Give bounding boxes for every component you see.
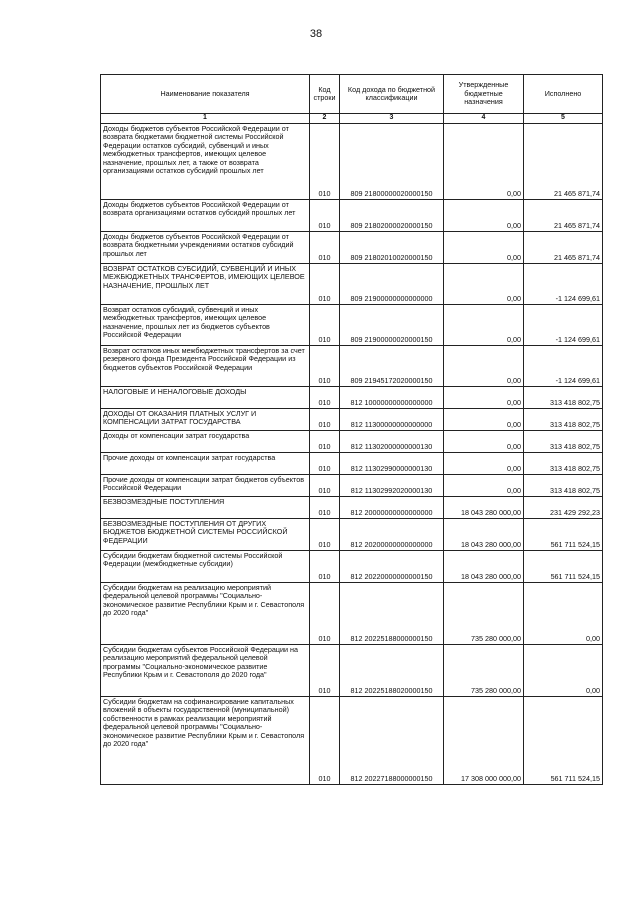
row-code: 010	[310, 387, 340, 409]
table-row	[101, 387, 603, 409]
row-executed: 21 465 871,74	[524, 200, 603, 232]
row-classif: 812 11300000000000000	[340, 409, 444, 431]
row-executed: -1 124 699,61	[524, 346, 603, 387]
row-code: 010	[310, 305, 340, 346]
row-name: ДОХОДЫ ОТ ОКАЗАНИЯ ПЛАТНЫХ УСЛУГ И КОМПЕНСАЦИИ ЗАТРАТ ГОСУДАРСТВА	[101, 409, 310, 431]
row-approved: 0,00	[444, 264, 524, 305]
row-classif: 809 21802000020000150	[340, 200, 444, 232]
row-approved: 18 043 280 000,00	[444, 551, 524, 583]
row-name: Доходы бюджетов субъектов Российской Федерации от возврата бюджетными учреждениями остатков субсидий прошлых лет	[101, 232, 310, 264]
budget-report-table	[100, 74, 603, 785]
row-code: 010	[310, 475, 340, 497]
row-code: 010	[310, 431, 340, 453]
row-code: 010	[310, 697, 340, 785]
table-row	[101, 124, 603, 200]
row-approved: 0,00	[444, 431, 524, 453]
row-name: Доходы бюджетов субъектов Российской Федерации от возврата бюджетами бюджетной системы Российской Федерации остатков субсидий, субвенций и иных межбюджетных трансфертов, имеющих целевое назначение, прошлых лет, а также от возврата организациями остатков субсидий прошлых лет	[101, 124, 310, 200]
row-approved: 0,00	[444, 305, 524, 346]
col-number: 5	[524, 114, 603, 124]
row-classif: 809 21800000020000150	[340, 124, 444, 200]
row-classif: 809 21802010020000150	[340, 232, 444, 264]
row-approved: 0,00	[444, 475, 524, 497]
table-row	[101, 305, 603, 346]
row-executed: 231 429 292,23	[524, 497, 603, 519]
table-row	[101, 519, 603, 551]
row-executed: 561 711 524,15	[524, 551, 603, 583]
row-code: 010	[310, 453, 340, 475]
table-row	[101, 453, 603, 475]
row-classif: 812 20227188000000150	[340, 697, 444, 785]
table-row	[101, 583, 603, 645]
row-classif: 812 20225188000000150	[340, 583, 444, 645]
row-name: Субсидии бюджетам на реализацию мероприятий федеральной целевой программы "Социально-экономическое развитие Республики Крым и г. Севастополя до 2020 года"	[101, 583, 310, 645]
row-approved: 18 043 280 000,00	[444, 519, 524, 551]
row-code: 010	[310, 583, 340, 645]
table-row	[101, 645, 603, 697]
row-name: Субсидии бюджетам бюджетной системы Российской Федерации (межбюджетные субсидии)	[101, 551, 310, 583]
row-executed: 561 711 524,15	[524, 519, 603, 551]
row-code: 010	[310, 200, 340, 232]
row-approved: 0,00	[444, 453, 524, 475]
table-row	[101, 346, 603, 387]
header-classif: Код дохода по бюджетной классификации	[340, 75, 444, 114]
row-executed: -1 124 699,61	[524, 305, 603, 346]
row-code: 010	[310, 551, 340, 583]
row-classif: 812 20000000000000000	[340, 497, 444, 519]
table-row	[101, 697, 603, 785]
row-classif: 812 11302990000000130	[340, 453, 444, 475]
row-name: БЕЗВОЗМЕЗДНЫЕ ПОСТУПЛЕНИЯ	[101, 497, 310, 519]
row-approved: 0,00	[444, 409, 524, 431]
table-row	[101, 431, 603, 453]
row-name: Доходы от компенсации затрат государства	[101, 431, 310, 453]
row-name: Субсидии бюджетам на софинансирование капитальных вложений в объекты государственной (муниципальной) собственности в рамках реализации мероприятий федеральной целевой программы "Социально-экономическое развитие Республики Крым и г. Севастополя до 2020 года"	[101, 697, 310, 785]
row-code: 010	[310, 264, 340, 305]
row-approved: 18 043 280 000,00	[444, 497, 524, 519]
row-name: ВОЗВРАТ ОСТАТКОВ СУБСИДИЙ, СУБВЕНЦИЙ И ИНЫХ МЕЖБЮДЖЕТНЫХ ТРАНСФЕРТОВ, ИМЕЮЩИХ ЦЕЛЕВОЕ НАЗНАЧЕНИЕ, ПРОШЛЫХ ЛЕТ	[101, 264, 310, 305]
row-classif: 812 20220000000000150	[340, 551, 444, 583]
row-classif: 809 21900000000000000	[340, 264, 444, 305]
table-row	[101, 409, 603, 431]
col-number: 2	[310, 114, 340, 124]
row-executed: 21 465 871,74	[524, 232, 603, 264]
row-classif: 812 10000000000000000	[340, 387, 444, 409]
row-classif: 812 11302000000000130	[340, 431, 444, 453]
row-code: 010	[310, 519, 340, 551]
row-executed: 313 418 802,75	[524, 409, 603, 431]
row-classif: 812 20225188020000150	[340, 645, 444, 697]
header-code: Код строки	[310, 75, 340, 114]
table-row	[101, 551, 603, 583]
row-code: 010	[310, 645, 340, 697]
col-number: 3	[340, 114, 444, 124]
col-number: 4	[444, 114, 524, 124]
row-name: Возврат остатков субсидий, субвенций и иных межбюджетных трансфертов, имеющих целевое назначение, прошлых лет из бюджетов субъектов Российской Федерации	[101, 305, 310, 346]
table-row	[101, 264, 603, 305]
header-approved: Утвержденные бюджетные назначения	[444, 75, 524, 114]
row-executed: 313 418 802,75	[524, 475, 603, 497]
row-name: Прочие доходы от компенсации затрат государства	[101, 453, 310, 475]
row-executed: 0,00	[524, 583, 603, 645]
row-approved: 0,00	[444, 387, 524, 409]
row-approved: 17 308 000 000,00	[444, 697, 524, 785]
row-name: Возврат остатков иных межбюджетных трансфертов за счет резервного фонда Президента Российской Федерации из бюджетов субъектов Российской Федерации	[101, 346, 310, 387]
row-executed: 561 711 524,15	[524, 697, 603, 785]
table-row	[101, 497, 603, 519]
row-classif: 809 21900000020000150	[340, 305, 444, 346]
row-code: 010	[310, 232, 340, 264]
row-code: 010	[310, 409, 340, 431]
row-executed: -1 124 699,61	[524, 264, 603, 305]
row-executed: 313 418 802,75	[524, 387, 603, 409]
row-name: Прочие доходы от компенсации затрат бюджетов субъектов Российской Федерации	[101, 475, 310, 497]
row-approved: 0,00	[444, 200, 524, 232]
row-code: 010	[310, 346, 340, 387]
row-classif: 809 21945172020000150	[340, 346, 444, 387]
row-executed: 313 418 802,75	[524, 453, 603, 475]
table-row	[101, 200, 603, 232]
row-approved: 0,00	[444, 124, 524, 200]
row-classif: 812 20200000000000000	[340, 519, 444, 551]
row-code: 010	[310, 124, 340, 200]
row-executed: 313 418 802,75	[524, 431, 603, 453]
header-executed: Исполнено	[524, 75, 603, 114]
table-row	[101, 232, 603, 264]
table-body	[101, 124, 603, 785]
row-name: НАЛОГОВЫЕ И НЕНАЛОГОВЫЕ ДОХОДЫ	[101, 387, 310, 409]
row-name: Субсидии бюджетам субъектов Российской Федерации на реализацию мероприятий федеральной целевой программы "Социально-экономическое развитие Республики Крым и г. Севастополя до 2020 года"	[101, 645, 310, 697]
header-name: Наименование показателя	[101, 75, 310, 114]
row-classif: 812 11302992020000130	[340, 475, 444, 497]
row-code: 010	[310, 497, 340, 519]
row-approved: 735 280 000,00	[444, 583, 524, 645]
row-name: Доходы бюджетов субъектов Российской Федерации от возврата организациями остатков субсидий прошлых лет	[101, 200, 310, 232]
table-row	[101, 475, 603, 497]
row-approved: 0,00	[444, 232, 524, 264]
row-executed: 21 465 871,74	[524, 124, 603, 200]
row-executed: 0,00	[524, 645, 603, 697]
header-row	[101, 75, 603, 114]
row-name: БЕЗВОЗМЕЗДНЫЕ ПОСТУПЛЕНИЯ ОТ ДРУГИХ БЮДЖЕТОВ БЮДЖЕТНОЙ СИСТЕМЫ РОССИЙСКОЙ ФЕДЕРАЦИИ	[101, 519, 310, 551]
row-approved: 735 280 000,00	[444, 645, 524, 697]
page-number: 38	[309, 28, 323, 40]
col-number: 1	[101, 114, 310, 124]
row-approved: 0,00	[444, 346, 524, 387]
column-number-row	[101, 114, 603, 124]
